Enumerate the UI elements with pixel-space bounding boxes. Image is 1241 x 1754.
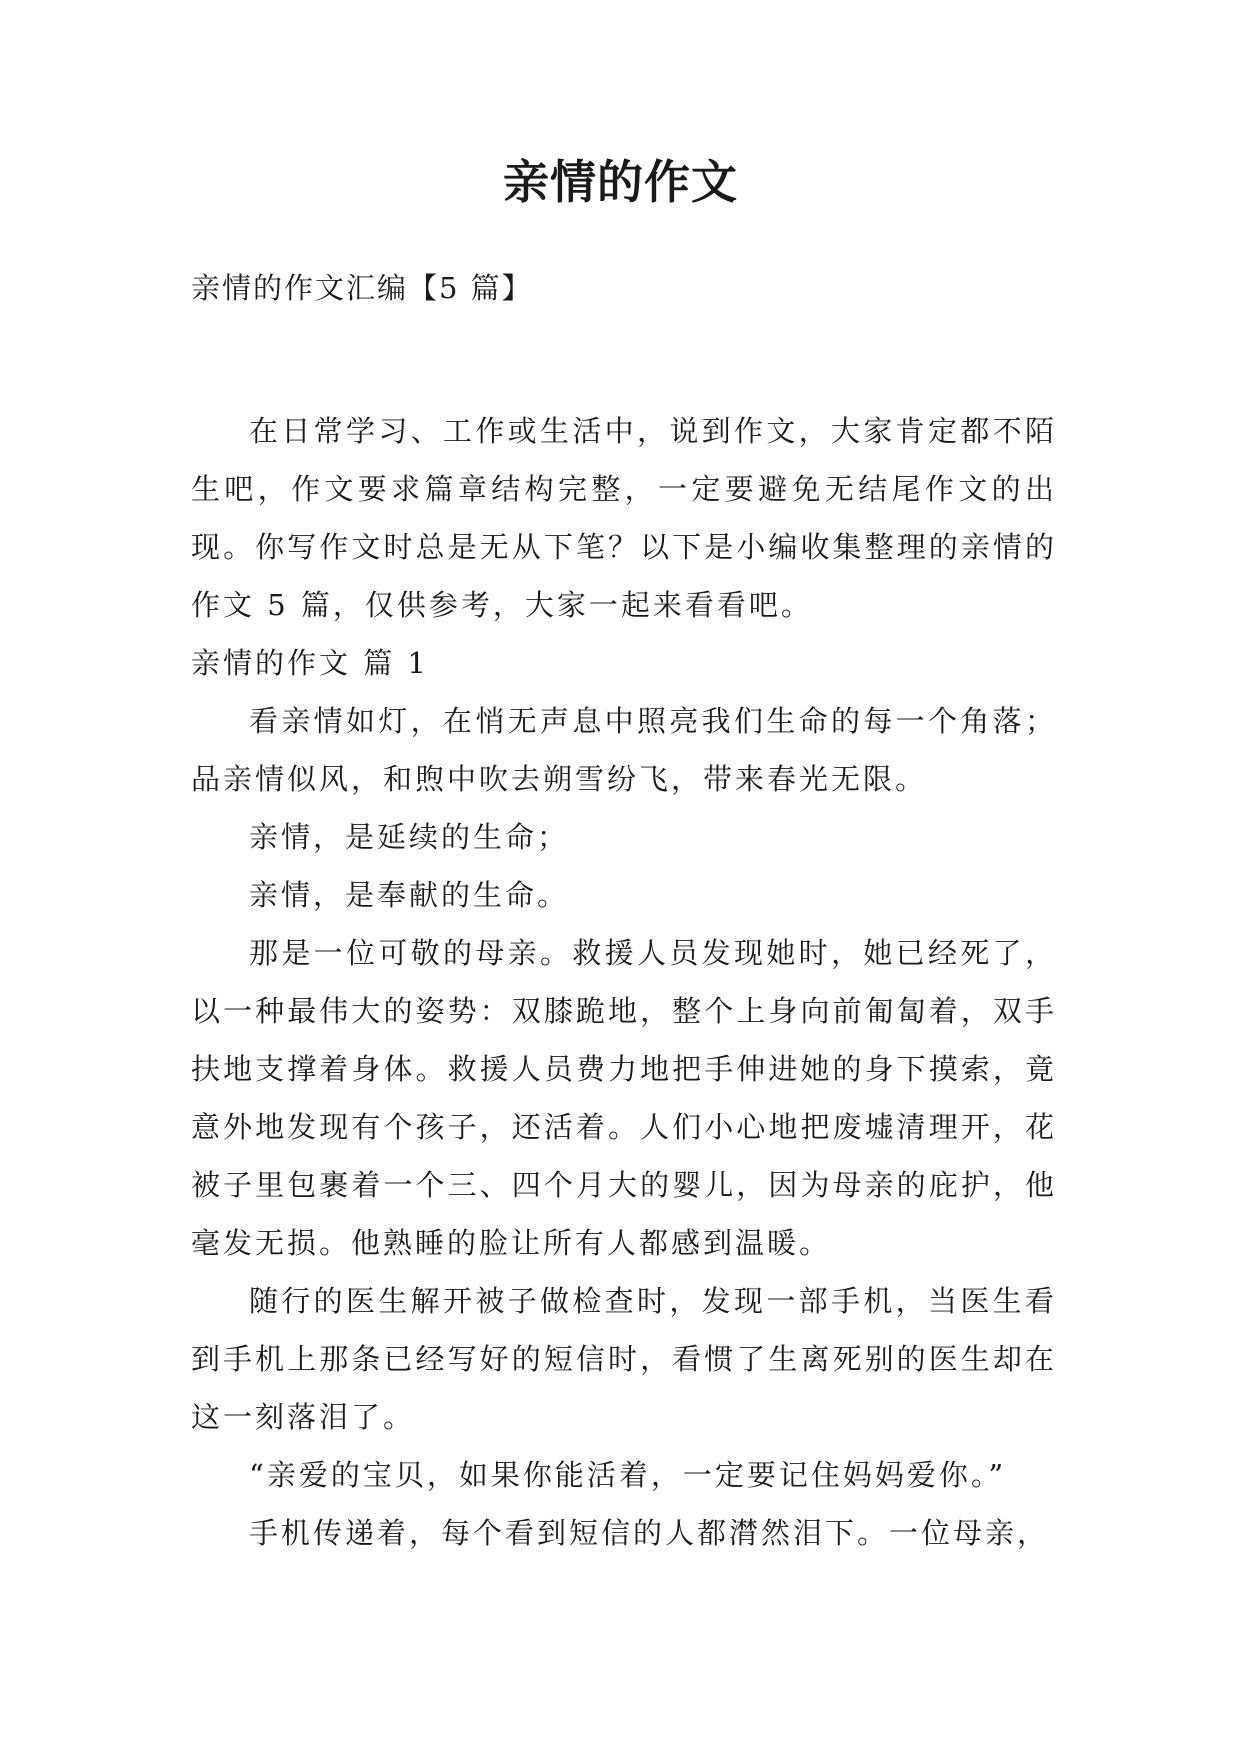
paragraph: 在日常学习、工作或生活中，说到作文，大家肯定都不陌生吧，作文要求篇章结构完整，一定要避免无结尾作文的出现。你写作文时总是无从下笔？以下是小编收集整理的亲情的作文 5 篇，仅供参考，大家一起来看看吧。 (191, 414, 1057, 622)
paragraph: 亲情，是延续的生命； (249, 820, 570, 854)
paragraph: 随行的医生解开被子做检查时，发现一部手机，当医生看到手机上那条已经写好的短信时，看惯了生离死别的医生却在这一刻落泪了。 (191, 1284, 1057, 1434)
document-body (191, 402, 1057, 1562)
paragraph: 手机传递着，每个看到短信的人都潸然泪下。一位母亲， (249, 1516, 1050, 1550)
paragraph: 亲情，是奉献的生命。 (249, 878, 570, 912)
document-subtitle: 亲情的作文汇编【5 篇】 (191, 271, 533, 305)
paragraph: “亲爱的宝贝，如果你能活着，一定要记住妈妈爱你。” (249, 1458, 1007, 1492)
paragraph: 那是一位可敬的母亲。救援人员发现她时，她已经死了，以一种最伟大的姿势：双膝跪地，整个上身向前匍匐着，双手扶地支撑着身体。救援人员费力地把手伸进她的身下摸索，竟意外地发现有个孩子，还活着。人们小心地把废墟清理开，花被子里包裹着一个三、四个月大的婴儿，因为母亲的庇护，他毫发无损。他熟睡的脸让所有人都感到温暖。 (191, 936, 1057, 1260)
section-heading: 亲情的作文 篇 1 (191, 646, 429, 680)
paragraph: 看亲情如灯，在悄无声息中照亮我们生命的每一个角落；品亲情似风，和煦中吹去朔雪纷飞，带来春光无限。 (191, 704, 1057, 796)
document-title: 亲情的作文 (503, 155, 738, 209)
